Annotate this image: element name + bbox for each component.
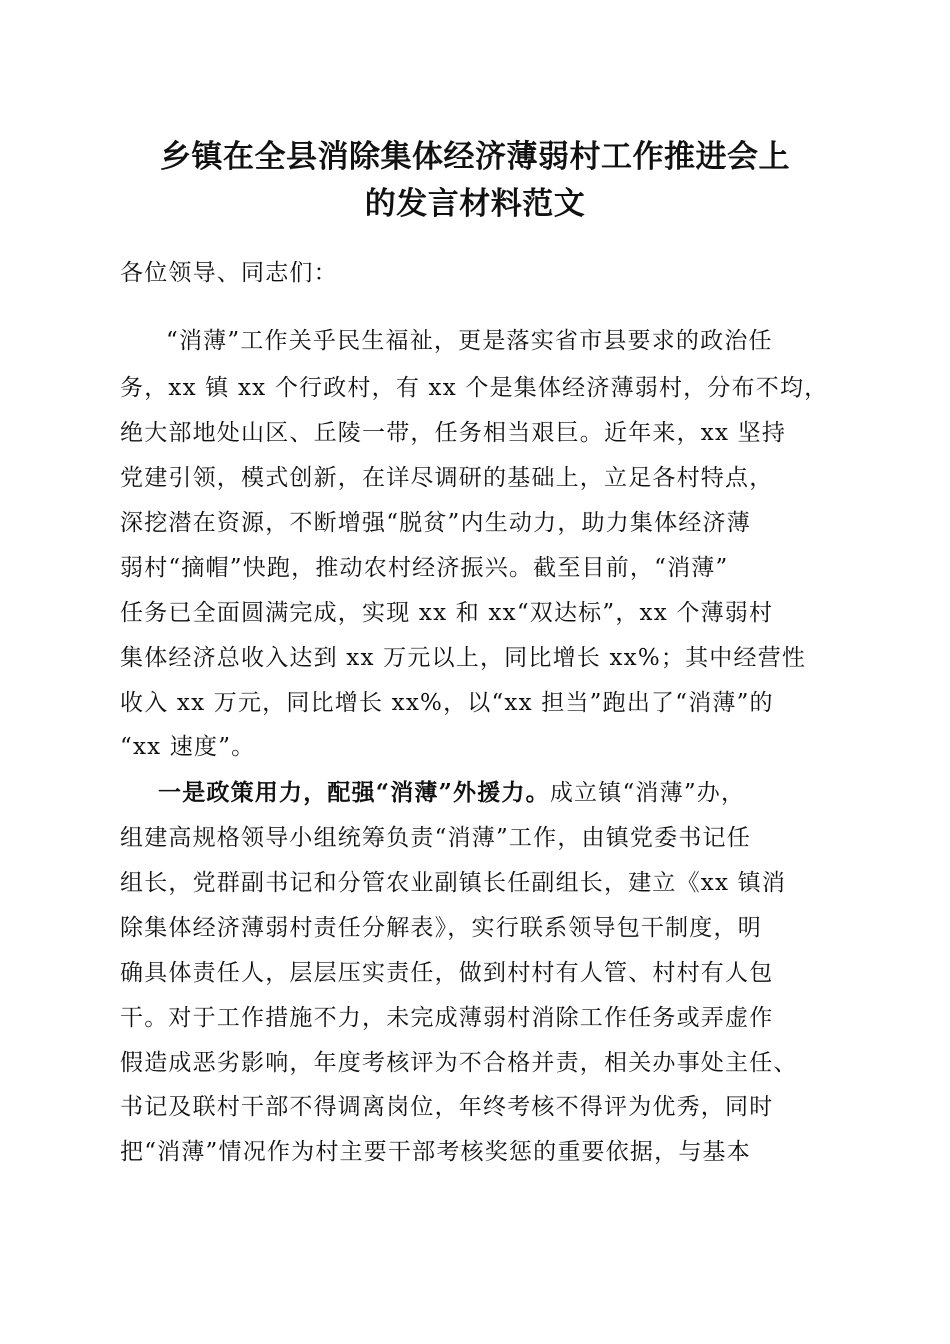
paragraph-2-line: 组长，党群副书记和分管农业副镇长任副组长，建立《xx 镇消: [120, 870, 787, 896]
salutation: 各位领导、同志们：: [120, 260, 338, 286]
paragraph-1-line: 任务已全面圆满完成，实现 xx 和 xx“双达标”，xx 个薄弱村: [120, 600, 774, 626]
document-title-line-2: 的发言材料范文: [364, 186, 586, 222]
paragraph-2-line: 组建高规格领导小组统筹负责“消薄”工作，由镇党委书记任: [120, 825, 751, 851]
paragraph-2-line: 确具体责任人，层层压实责任，做到村村有人管、村村有人包: [120, 960, 774, 986]
paragraph-2-line: 干。对于工作措施不力，未完成薄弱村消除工作任务或弄虚作: [120, 1005, 774, 1031]
paragraph-2-line: 把“消薄”情况作为村主要干部考核奖惩的重要依据，与基本: [120, 1139, 751, 1165]
paragraph-1-line: 党建引领，模式创新，在详尽调研的基础上，立足各村特点，: [120, 465, 774, 491]
paragraph-2-line: 假造成恶劣影响，年度考核评为不合格并责，相关办事处主任、: [120, 1050, 798, 1076]
paragraph-1-line: 弱村“摘帽”快跑，推动农村经济振兴。截至目前，“消薄”: [120, 555, 729, 581]
paragraph-1-line: 绝大部地处山区、丘陵一带，任务相当艰巨。近年来，xx 坚持: [120, 420, 787, 446]
paragraph-1-line: 收入 xx 万元，同比增长 xx%，以“xx 担当”跑出了“消薄”的: [120, 690, 774, 716]
paragraph-2-line: 除集体经济薄弱村责任分解表》，实行联系领导包干制度，明: [120, 915, 762, 941]
paragraph-2-first-line: [158, 775, 878, 811]
paragraph-2-heading: 一是政策用力，配强“消薄”外援力。: [158, 779, 550, 806]
paragraph-2-first-rest: 成立镇“消薄”办，: [549, 780, 746, 806]
document-title-line-1: 乡镇在全县消除集体经济薄弱村工作推进会上: [160, 139, 790, 175]
paragraph-1-line: 务，xx 镇 xx 个行政村，有 xx 个是集体经济薄弱村，分布不均，: [120, 375, 829, 401]
paragraph-1-line: 深挖潜在资源，不断增强“脱贫”内生动力，助力集体经济薄: [120, 510, 751, 536]
paragraph-1-line: “消薄”工作关乎民生福祉，更是落实省市县要求的政治任: [166, 328, 773, 354]
paragraph-1-line: 集体经济总收入达到 xx 万元以上，同比增长 xx%；其中经营性: [120, 645, 807, 671]
paragraph-1-line: “xx 速度”。: [120, 734, 256, 760]
paragraph-2-line: 书记及联村干部不得调离岗位，年终考核不得评为优秀，同时: [120, 1094, 774, 1120]
